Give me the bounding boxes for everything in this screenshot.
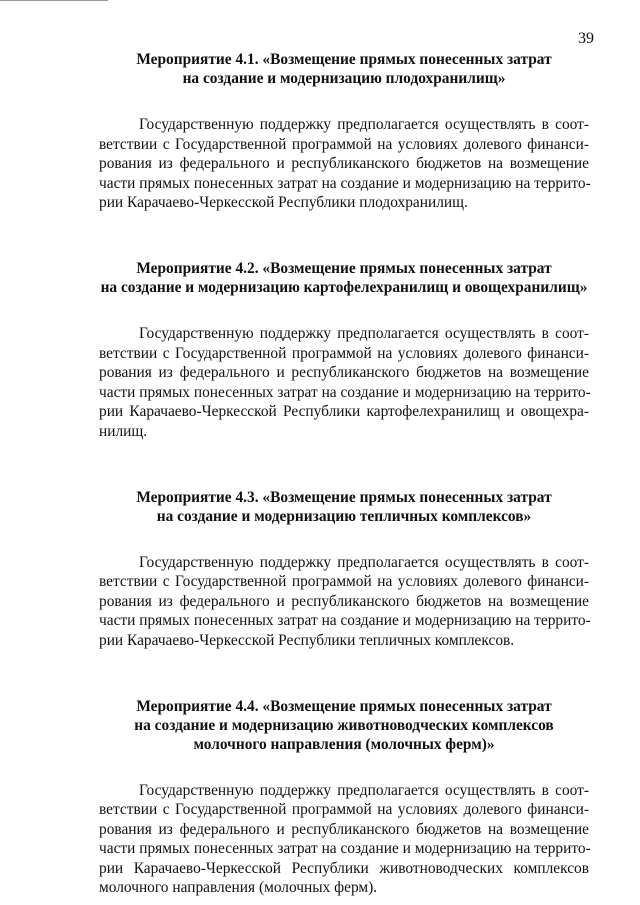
heading-line: на создание и модернизацию животноводческих комплексов bbox=[134, 716, 554, 734]
paragraph-line: рии Карачаево-Черкесской Республики картофелехранилищ и овощехра- bbox=[99, 403, 589, 421]
heading-line: Мероприятие 4.4. «Возмещение прямых понесенных затрат bbox=[136, 697, 552, 715]
section-4-2 bbox=[99, 259, 589, 442]
top-edge-line bbox=[0, 0, 108, 1]
section-heading bbox=[99, 259, 589, 297]
heading-line: Мероприятие 4.1. «Возмещение прямых понесенных затрат bbox=[136, 51, 552, 68]
section-heading bbox=[99, 50, 589, 88]
paragraph-line: нилищ. bbox=[99, 422, 148, 440]
heading-line: молочного направления (молочных ферм)» bbox=[193, 735, 495, 753]
heading-line: Мероприятие 4.2. «Возмещение прямых понесенных затрат bbox=[136, 259, 552, 277]
paragraph-line: рии Карачаево-Черкесской Республики тепличных комплексов. bbox=[99, 631, 515, 649]
section-heading bbox=[99, 697, 589, 754]
paragraph-line: Государственную поддержку предполагается осуществлять в соот- bbox=[139, 116, 589, 133]
paragraph-line: Государственную поддержку предполагается осуществлять в соот- bbox=[139, 781, 589, 799]
paragraph-line: Государственную поддержку предполагается осуществлять в соот- bbox=[139, 324, 589, 342]
paragraph-line: ветствии с Государственной программой на условиях долевого финанси- bbox=[99, 344, 589, 362]
document-content bbox=[99, 50, 589, 898]
section-4-4 bbox=[99, 697, 589, 899]
paragraph-line: части прямых понесенных затрат на создание и модернизацию на террито- bbox=[99, 612, 591, 630]
page-number: 39 bbox=[578, 30, 594, 47]
paragraph-line: рии Карачаево-Черкесской Республики плодохранилищ. bbox=[99, 194, 468, 212]
paragraph-line: рования из федерального и республиканского бюджетов на возмещение bbox=[99, 820, 589, 838]
paragraph-line: рования из федерального и республиканского бюджетов на возмещение bbox=[99, 364, 589, 382]
section-4-1 bbox=[99, 50, 589, 213]
section-4-3 bbox=[99, 488, 589, 651]
paragraph-line: части прямых понесенных затрат на создание и модернизацию на террито- bbox=[99, 840, 591, 858]
paragraph-line: Государственную поддержку предполагается осуществлять в соот- bbox=[139, 553, 589, 571]
paragraph-line: рии Карачаево-Черкесской Республики животноводческих комплексов bbox=[99, 859, 589, 877]
paragraph-line: части прямых понесенных затрат на создание и модернизацию на террито- bbox=[99, 383, 591, 401]
paragraph-line: части прямых понесенных затрат на создание и модернизацию на террито- bbox=[99, 174, 591, 192]
section-heading bbox=[99, 488, 589, 526]
paragraph-line: молочного направления (молочных ферм). bbox=[99, 879, 378, 897]
heading-line: на создание и модернизацию картофелехранилищ и овощехранилищ» bbox=[100, 278, 588, 296]
paragraph-line: ветствии с Государственной программой на условиях долевого финанси- bbox=[99, 573, 589, 591]
paragraph-line: ветствии с Государственной программой на условиях долевого финанси- bbox=[99, 135, 589, 153]
section-paragraph bbox=[99, 324, 589, 442]
section-paragraph bbox=[99, 115, 589, 213]
heading-line: на создание и модернизацию плодохранилищ» bbox=[182, 70, 506, 87]
paragraph-line: рования из федерального и республиканского бюджетов на возмещение bbox=[99, 155, 589, 173]
section-paragraph bbox=[99, 553, 589, 651]
paragraph-line: рования из федерального и республиканского бюджетов на возмещение bbox=[99, 592, 589, 610]
heading-line: на создание и модернизацию тепличных комплексов» bbox=[156, 507, 532, 525]
paragraph-line: ветствии с Государственной программой на условиях долевого финанси- bbox=[99, 801, 589, 819]
heading-line: Мероприятие 4.3. «Возмещение прямых понесенных затрат bbox=[136, 488, 552, 506]
section-paragraph bbox=[99, 781, 589, 899]
